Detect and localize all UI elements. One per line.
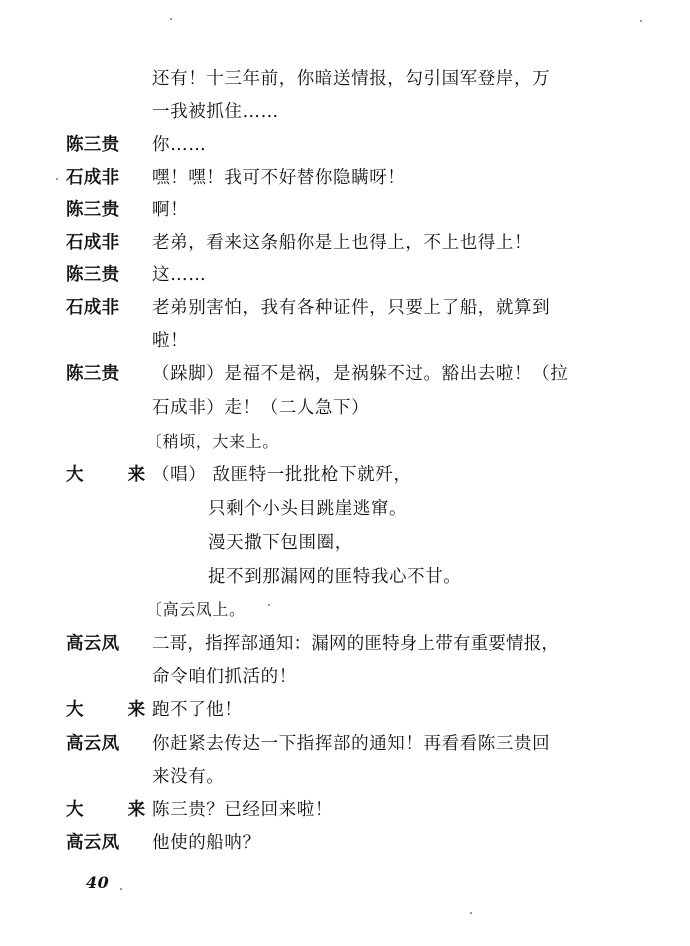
scan-speck [170, 18, 172, 20]
scan-speck [56, 178, 58, 180]
speaker-name: 陈三贵 [66, 265, 120, 285]
speaker-name: 石成非 [66, 298, 120, 318]
scan-speck [470, 912, 472, 914]
dialogue-text: （跺脚）是福不是祸，是祸躲不过。豁出去啦！（拉 [152, 364, 569, 384]
dialogue-text: 你…… [152, 135, 207, 155]
speaker-name: 陈三贵 [66, 135, 120, 155]
speaker-name: 陈三贵 [66, 364, 120, 384]
speaker-name: 大 来 [66, 700, 165, 720]
dialogue-text: 嘿！嘿！我可不好替你隐瞒呀！ [152, 168, 406, 188]
dialogue-text: 跑不了他！ [152, 700, 243, 720]
song-lyric: 只剩个小头目跳崖逃窜。 [208, 499, 408, 519]
song-lyric: （唱） 敌匪特一批批枪下就歼， [152, 465, 412, 485]
dialogue-text: 这…… [152, 265, 207, 285]
speaker-name: 高云凤 [66, 734, 120, 754]
dialogue-continuation: 来没有。 [152, 767, 225, 787]
dialogue-text: 老弟别害怕，我有各种证件，只要上了船，就算到 [152, 298, 551, 318]
dialogue-continuation: 一我被抓住…… [152, 102, 279, 122]
stage-direction: 〔高云凤上。 [146, 600, 246, 619]
speaker-name: 陈三贵 [66, 200, 120, 220]
speaker-name: 石成非 [66, 168, 120, 188]
scan-speck [268, 604, 270, 606]
scan-speck [640, 20, 642, 22]
dialogue-continuation: 石成非）走！（二人急下） [152, 398, 370, 418]
song-lyric: 漫天撒下包围圈， [208, 533, 353, 553]
speaker-name: 大 来 [66, 465, 165, 485]
speaker-name: 大 来 [66, 800, 165, 820]
stage-direction: 〔稍顷，大来上。 [146, 432, 279, 451]
scan-speck [120, 888, 122, 890]
dialogue-text: 他使的船呐？ [152, 833, 261, 853]
dialogue-text: 陈三贵？已经回来啦！ [152, 800, 333, 820]
dialogue-text: 老弟，看来这条船你是上也得上，不上也得上！ [152, 233, 533, 253]
speaker-name: 高云凤 [66, 634, 120, 654]
dialogue-continuation: 还有！十三年前，你暗送情报，勾引国军登岸，万 [152, 69, 551, 89]
dialogue-continuation: 啦！ [152, 331, 189, 351]
dialogue-text: 你赶紧去传达一下指挥部的通知！再看看陈三贵回 [152, 734, 551, 754]
speaker-name: 石成非 [66, 233, 120, 253]
page-number: 40 [86, 873, 110, 892]
song-lyric: 捉不到那漏网的匪特我心不甘。 [208, 567, 462, 587]
dialogue-text: 二哥，指挥部通知：漏网的匪特身上带有重要情报， [152, 634, 560, 654]
speaker-name: 高云凤 [66, 833, 120, 853]
dialogue-text: 啊！ [152, 200, 189, 220]
dialogue-continuation: 命令咱们抓活的！ [152, 667, 297, 687]
